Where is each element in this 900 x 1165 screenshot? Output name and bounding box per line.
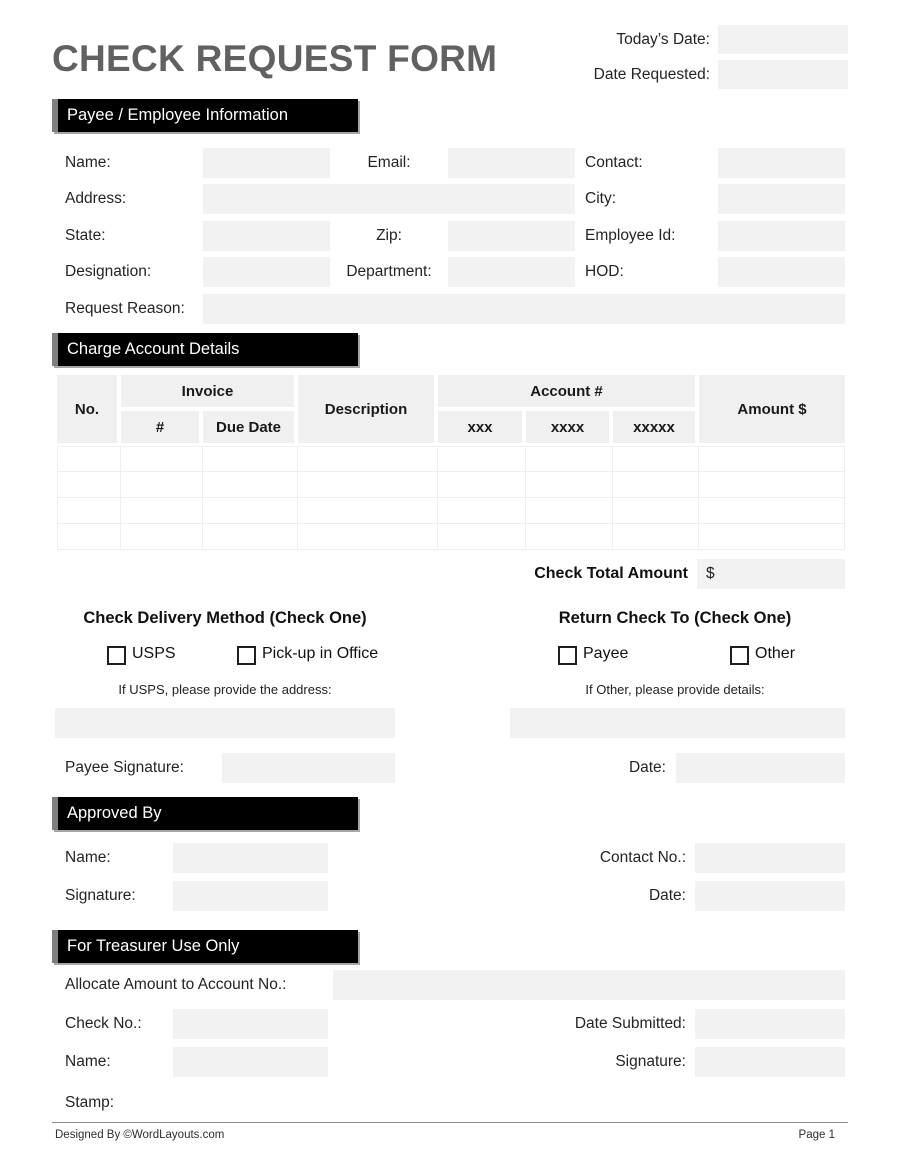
approved-name-label: Name:: [65, 849, 111, 866]
section-header-payee: Payee / Employee Information: [52, 99, 358, 132]
col-description: Description: [298, 375, 434, 443]
table-cell[interactable]: [57, 472, 121, 498]
form-title: CHECK REQUEST FORM: [52, 38, 498, 79]
treasurer-name-label: Name:: [65, 1053, 111, 1070]
hod-label: HOD:: [585, 263, 624, 280]
table-row: [57, 524, 845, 550]
table-cell[interactable]: [121, 524, 203, 550]
table-cell[interactable]: [298, 472, 438, 498]
department-input[interactable]: [448, 257, 575, 287]
table-cell[interactable]: [526, 498, 613, 524]
approved-contact-input[interactable]: [695, 843, 845, 873]
treasurer-signature-label: Signature:: [615, 1053, 686, 1070]
employee-id-input[interactable]: [718, 221, 845, 251]
col-invoice: Invoice: [121, 375, 294, 407]
table-cell[interactable]: [699, 446, 845, 472]
charge-table-header: [57, 375, 845, 443]
check-no-input[interactable]: [173, 1009, 328, 1039]
section-header-treasurer: For Treasurer Use Only: [52, 930, 358, 963]
zip-label: Zip:: [376, 227, 402, 244]
usps-label: USPS: [132, 645, 176, 662]
pickup-checkbox[interactable]: [237, 646, 256, 665]
approved-contact-label: Contact No.:: [599, 849, 686, 866]
date-requested-input[interactable]: [718, 60, 848, 89]
table-cell[interactable]: [121, 498, 203, 524]
usps-checkbox[interactable]: [107, 646, 126, 665]
approved-name-input[interactable]: [173, 843, 328, 873]
zip-input[interactable]: [448, 221, 575, 251]
table-cell[interactable]: [699, 498, 845, 524]
table-cell[interactable]: [438, 446, 526, 472]
allocate-account-input[interactable]: [333, 970, 845, 1000]
state-label: State:: [65, 227, 106, 244]
table-cell[interactable]: [613, 498, 699, 524]
date-requested-label: Date Requested:: [593, 66, 710, 83]
table-cell[interactable]: [203, 472, 298, 498]
return-date-label: Date:: [628, 759, 666, 776]
table-cell[interactable]: [613, 524, 699, 550]
city-label: City:: [585, 190, 616, 207]
date-submitted-label: Date Submitted:: [574, 1015, 686, 1032]
table-cell[interactable]: [203, 498, 298, 524]
check-total-label: Check Total Amount: [534, 565, 688, 582]
approved-date-input[interactable]: [695, 881, 845, 911]
department-label: Department:: [346, 263, 432, 280]
treasurer-signature-input[interactable]: [695, 1047, 845, 1077]
table-cell[interactable]: [613, 472, 699, 498]
currency-symbol: $: [706, 565, 715, 582]
table-cell[interactable]: [203, 446, 298, 472]
name-label: Name:: [65, 154, 111, 171]
todays-date-label: Today’s Date:: [616, 31, 710, 48]
table-cell[interactable]: [526, 446, 613, 472]
return-date-input[interactable]: [676, 753, 845, 783]
col-account-xxxx: xxxx: [526, 411, 609, 443]
hod-input[interactable]: [718, 257, 845, 287]
delivery-method-heading: Check Delivery Method (Check One): [83, 609, 367, 627]
request-reason-label: Request Reason:: [65, 300, 185, 317]
approved-signature-input[interactable]: [173, 881, 328, 911]
table-cell[interactable]: [57, 446, 121, 472]
designation-label: Designation:: [65, 263, 152, 280]
request-reason-input[interactable]: [203, 294, 845, 324]
charge-table-body: [57, 446, 845, 550]
footer-divider: [52, 1122, 848, 1123]
email-input[interactable]: [448, 148, 575, 178]
col-account: Account #: [438, 375, 695, 407]
stamp-label: Stamp:: [65, 1094, 115, 1111]
check-total-input[interactable]: [697, 559, 845, 589]
table-cell[interactable]: [613, 446, 699, 472]
other-details-input[interactable]: [510, 708, 845, 738]
other-checkbox[interactable]: [730, 646, 749, 665]
treasurer-name-input[interactable]: [173, 1047, 328, 1077]
col-amount: Amount $: [699, 375, 845, 443]
section-header-charge: Charge Account Details: [52, 333, 358, 366]
table-cell[interactable]: [57, 524, 121, 550]
table-row: [57, 472, 845, 498]
table-cell[interactable]: [438, 472, 526, 498]
col-account-xxx: xxx: [438, 411, 522, 443]
table-cell[interactable]: [526, 524, 613, 550]
contact-input[interactable]: [718, 148, 845, 178]
table-cell[interactable]: [526, 472, 613, 498]
address-label: Address:: [65, 190, 127, 207]
payee-signature-label: Payee Signature:: [65, 759, 184, 776]
date-submitted-input[interactable]: [695, 1009, 845, 1039]
col-invoice-number: #: [121, 411, 199, 443]
section-header-approved: Approved By: [52, 797, 358, 830]
table-cell[interactable]: [203, 524, 298, 550]
col-account-xxxxx: xxxxx: [613, 411, 695, 443]
contact-label: Contact:: [585, 154, 643, 171]
name-input[interactable]: [203, 148, 330, 178]
col-no: No.: [57, 375, 117, 443]
approved-date-label: Date:: [648, 887, 686, 904]
table-cell[interactable]: [699, 472, 845, 498]
city-input[interactable]: [718, 184, 845, 214]
table-cell[interactable]: [298, 498, 438, 524]
other-option-label: Other: [755, 645, 796, 662]
table-cell[interactable]: [699, 524, 845, 550]
footer-page-number: Page 1: [798, 1129, 835, 1141]
table-cell[interactable]: [121, 446, 203, 472]
table-cell[interactable]: [298, 524, 438, 550]
check-no-label: Check No.:: [65, 1015, 142, 1032]
employee-id-label: Employee Id:: [585, 227, 676, 244]
payee-checkbox[interactable]: [558, 646, 577, 665]
pickup-label: Pick-up in Office: [262, 645, 379, 662]
payee-signature-input[interactable]: [222, 753, 395, 783]
footer-credit: Designed By ©WordLayouts.com: [55, 1129, 225, 1141]
other-note: If Other, please provide details:: [585, 682, 765, 697]
col-due-date: Due Date: [203, 411, 294, 443]
usps-address-input[interactable]: [55, 708, 395, 738]
designation-input[interactable]: [203, 257, 330, 287]
usps-note: If USPS, please provide the address:: [118, 682, 332, 697]
table-cell[interactable]: [57, 498, 121, 524]
email-label: Email:: [367, 154, 411, 171]
todays-date-input[interactable]: [718, 25, 848, 54]
table-row: [57, 446, 845, 472]
table-cell[interactable]: [121, 472, 203, 498]
address-input[interactable]: [203, 184, 575, 214]
table-cell[interactable]: [438, 498, 526, 524]
table-cell[interactable]: [438, 524, 526, 550]
state-input[interactable]: [203, 221, 330, 251]
return-check-heading: Return Check To (Check One): [558, 609, 792, 627]
approved-signature-label: Signature:: [65, 887, 136, 904]
table-row: [57, 498, 845, 524]
allocate-account-label: Allocate Amount to Account No.:: [65, 976, 287, 993]
table-cell[interactable]: [298, 446, 438, 472]
payee-option-label: Payee: [583, 645, 629, 662]
